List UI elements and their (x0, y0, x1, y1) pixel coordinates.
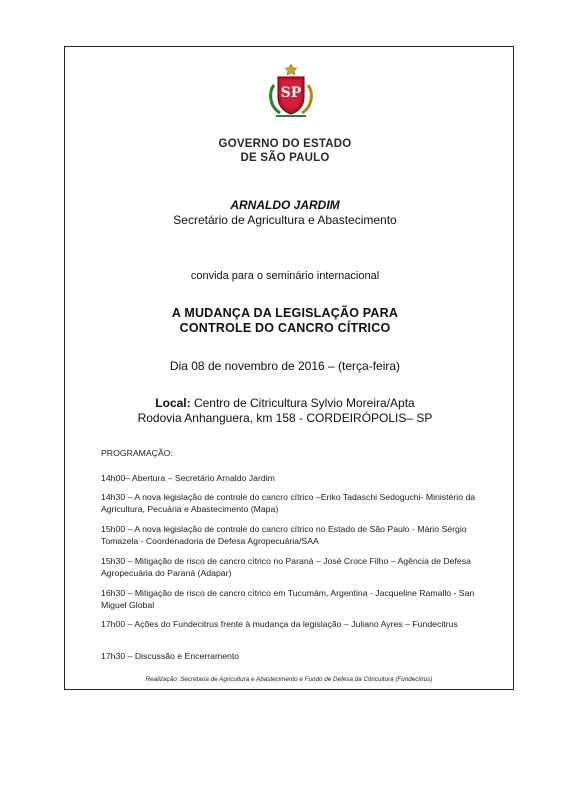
seminar-title-line2: CONTROLE DO CANCRO CÍTRICO (179, 321, 391, 335)
program-item: 15h30 – Mitigação de risco de cancro cítrico no Paraná – José Croce Filho – Agência de Defesa Agropecuária do Paraná (Adapar) (101, 556, 471, 578)
location-label: Local: (155, 396, 191, 410)
invitation-text: convida para o seminário internacional (190, 270, 380, 282)
host-name: ARNALDO JARDIM (230, 198, 340, 212)
location-venue: Centro de Citricultura Sylvio Moreira/Apta (190, 396, 415, 410)
seminar-title-line1: A MUDANÇA DA LEGISLAÇÃO PARA (171, 306, 399, 320)
footer-credits: Realização: Secretaria de Agricultura e Abastecimento e Fundo de Defesa da Citricultura (Fundecitrus) (145, 676, 433, 683)
program-item: 14h00– Abertura – Secretário Arnaldo Jardim (101, 473, 275, 483)
organization-name-line1: GOVERNO DO ESTADO (218, 138, 352, 150)
svg-text:SP: SP (280, 85, 302, 101)
organization-name-line2: DE SÃO PAULO (240, 152, 330, 164)
event-date: Dia 08 de novembro de 2016 – (terça-feira) (169, 359, 401, 373)
program-item: 17h00 – Ações do Fundecitrus frente à mudança da legislação – Juliano Ayres – Fundecitrus (101, 619, 458, 629)
program-item: 15h00 – A nova legislação de controle do cancro cítrico no Estado de São Paulo - Mário Sérgio Tomazela - Coordenadoria de Defesa Agropecuária/SAA (101, 524, 467, 546)
sao-paulo-coat-of-arms-logo (266, 63, 316, 119)
host-role: Secretário de Agricultura e Abastecimento (173, 213, 397, 227)
location-line1 (0, 396, 570, 410)
location-line2: Rodovia Anhanguera, km 158 - CORDEIRÓPOLIS– SP (137, 411, 433, 425)
program-item: 14h30 – A nova legislação de controle do cancro cítrico –Eriko Tadaschi Sedoguchi- Ministério da Agricultura, Pecuária e Abastecimento (Mapa) (101, 492, 476, 514)
program-heading: PROGRAMAÇÃO: (101, 448, 173, 458)
program-item: 17h30 – Discussão e Encerramento (101, 651, 240, 661)
program-item: 16h30 – Mitigação de risco de cancro cítrico em Tucumám, Argentina - Jacqueline Ramallo - San Miguel Global (101, 588, 475, 610)
